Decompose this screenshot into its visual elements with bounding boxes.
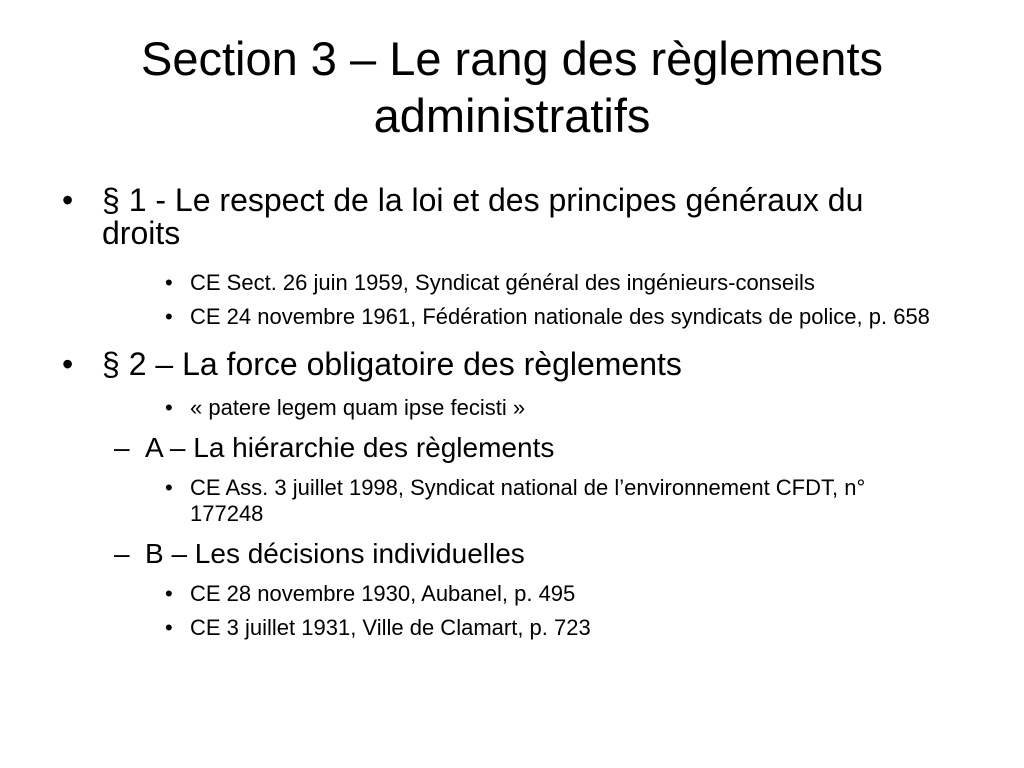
bullet-marker: • [165,304,173,329]
case-ref-item [0,475,1024,527]
bullet-marker: • [62,182,74,218]
subsection-text: A – La hiérarchie des règlements [145,432,555,463]
bullet-text: § 2 – La force obligatoire des règlements [102,346,682,382]
bullet-text: § 1 - Le respect de la loi et des principes généraux du droits [102,182,864,251]
case-ref-item [0,304,1024,330]
maxim-text: « patere legem quam ipse fecisti » [190,395,526,420]
title-line-1: Section 3 – Le rang des règlements [140,32,884,85]
bullet-marker: • [165,395,173,420]
bullet-marker: • [165,615,173,640]
slide-title [40,30,984,144]
case-ref-text: CE 24 novembre 1961, Fédération nationale des syndicats de police, p. 658 [190,304,930,329]
case-ref-text: CE 28 novembre 1930, Aubanel, p. 495 [190,581,576,606]
slide-content [0,184,1024,649]
title-line-2: administratifs [373,89,651,142]
maxim-item [0,395,1024,421]
bullet-marker: • [62,346,74,382]
dash-marker: – [114,432,130,463]
bullet-section-1 [0,184,1024,250]
case-ref-text: CE Ass. 3 juillet 1998, Syndicat national de l’environnement CFDT, n° 177248 [190,475,866,526]
subsection-text: B – Les décisions individuelles [145,538,525,569]
bullet-marker: • [165,581,173,606]
case-ref-item [0,270,1024,296]
bullet-marker: • [165,475,173,500]
bullet-section-2 [0,348,1024,381]
case-ref-item [0,615,1024,641]
bullet-marker: • [165,270,173,295]
case-ref-text: CE 3 juillet 1931, Ville de Clamart, p. 723 [190,615,591,640]
subsection-b [0,539,1024,569]
dash-marker: – [114,538,130,569]
case-ref-item [0,581,1024,607]
subsection-a [0,433,1024,463]
case-ref-text: CE Sect. 26 juin 1959, Syndicat général des ingénieurs-conseils [190,270,815,295]
